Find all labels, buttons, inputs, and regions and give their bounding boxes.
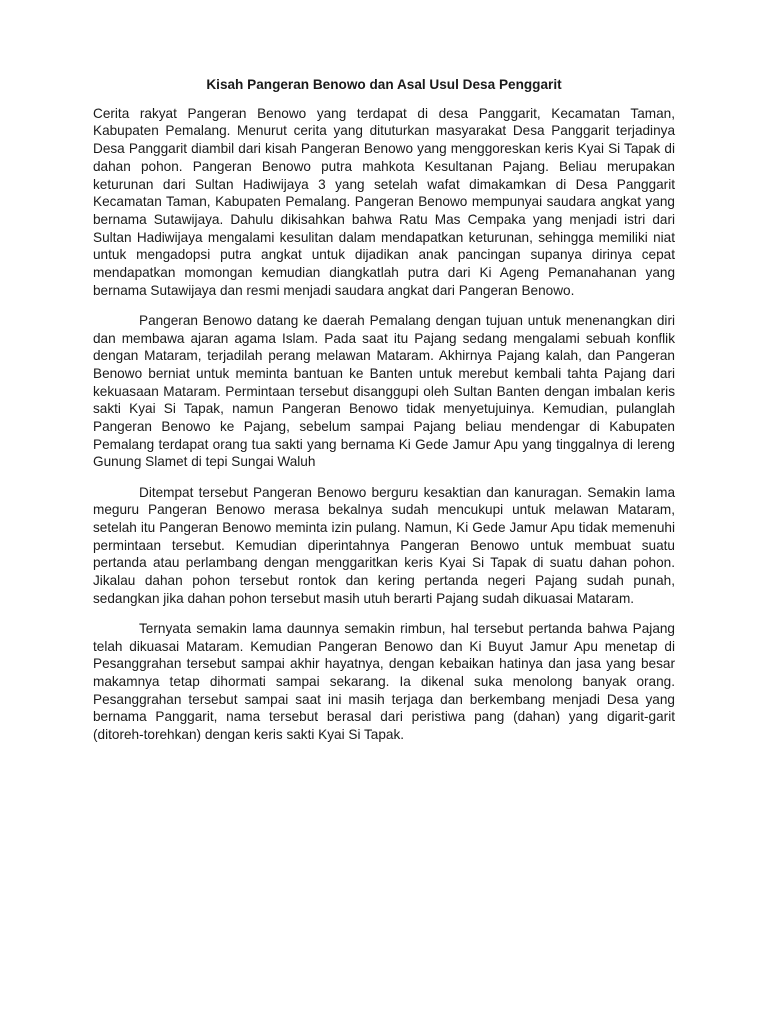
paragraph-4: Ternyata semakin lama daunnya semakin rimbun, hal tersebut pertanda bahwa Pajang telah dikuasai Mataram. Kemudian Pangeran Benowo dan Ki Buyut Jamur Apu menetap di Pesanggrahan tersebut sampai akhir hayatnya, dengan kebaikan hatinya dan jasa yang besar makamnya tetap dihormati sampai sekarang. Ia dikenal suka menolong banyak orang. Pesanggrahan tersebut sampai saat ini masih terjaga dan berkembang menjadi Desa yang bernama Panggarit, nama tersebut berasal dari peristiwa pang (dahan) yang digarit-garit (ditoreh-torehkan) dengan keris sakti Kyai Si Tapak.: [93, 620, 675, 743]
document-page: [93, 76, 675, 756]
paragraph-3: Ditempat tersebut Pangeran Benowo berguru kesaktian dan kanuragan. Semakin lama meguru Pangeran Benowo merasa bekalnya sudah mencukupi untuk melawan Mataram, setelah itu Pangeran Benowo meminta izin pulang. Namun, Ki Gede Jamur Apu tidak memenuhi permintaan tersebut. Kemudian diperintahnya Pangeran Benowo untuk membuat suatu pertanda atau perlambang dengan menggaritkan keris Kyai Si Tapak di suatu dahan pohon. Jikalau dahan pohon tersebut rontok dan kering pertanda negeri Pajang sudah punah, sedangkan jika dahan pohon tersebut masih utuh berarti Pajang sudah dikuasai Mataram.: [93, 484, 675, 606]
paragraph-2: Pangeran Benowo datang ke daerah Pemalang dengan tujuan untuk menenangkan diri dan membawa ajaran agama Islam. Pada saat itu Pajang sedang mengalami sebuah konflik dengan Mataram, terjadilah perang melawan Mataram. Akhirnya Pajang kalah, dan Pangeran Benowo berniat untuk meminta bantuan ke Banten untuk merebut kembali tahta Pajang dari kekuasaan Mataram. Permintaan tersebut disanggupi oleh Sultan Banten dengan imbalan keris sakti Kyai Si Tapak, namun Pangeran Benowo tidak menyetujuinya. Kemudian, pulanglah Pangeran Benowo ke Pajang, sebelum sampai Pajang beliau mendengar di Kabupaten Pemalang terdapat orang tua sakti yang bernama Ki Gede Jamur Apu yang tinggalnya di lereng Gunung Slamet di tepi Sungai Waluh: [93, 312, 675, 470]
document-title: Kisah Pangeran Benowo dan Asal Usul Desa Penggarit: [206, 77, 562, 92]
paragraph-1: Cerita rakyat Pangeran Benowo yang terdapat di desa Panggarit, Kecamatan Taman, Kabupaten Pemalang. Menurut cerita yang dituturkan masyarakat Desa Panggarit terjadinya Desa Panggarit diambil dari kisah Pangeran Benowo yang menggoreskan keris Kyai Si Tapak di dahan pohon. Pangeran Benowo putra mahkota Kesultanan Pajang. Beliau merupakan keturunan dari Sultan Hadiwijaya 3 yang setelah wafat dimakamkan di Desa Panggarit Kecamatan Taman, Kabupaten Pemalang. Pangeran Benowo mempunyai saudara angkat yang bernama Sutawijaya. Dahulu dikisahkan bahwa Ratu Mas Cempaka yang menjadi istri dari Sultan Hadiwijaya mengalami kesulitan dalam mendapatkan keturunan, sehingga memiliki niat untuk mengadopsi putra angkat untuk dijadikan anak pancingan supanya dirinya cepat mendapatkan momongan kemudian diangkatlah putra dari Ki Ageng Pemanahanan yang bernama Sutawijaya dan resmi menjadi saudara angkat dari Pangeran Benowo.: [93, 105, 675, 298]
